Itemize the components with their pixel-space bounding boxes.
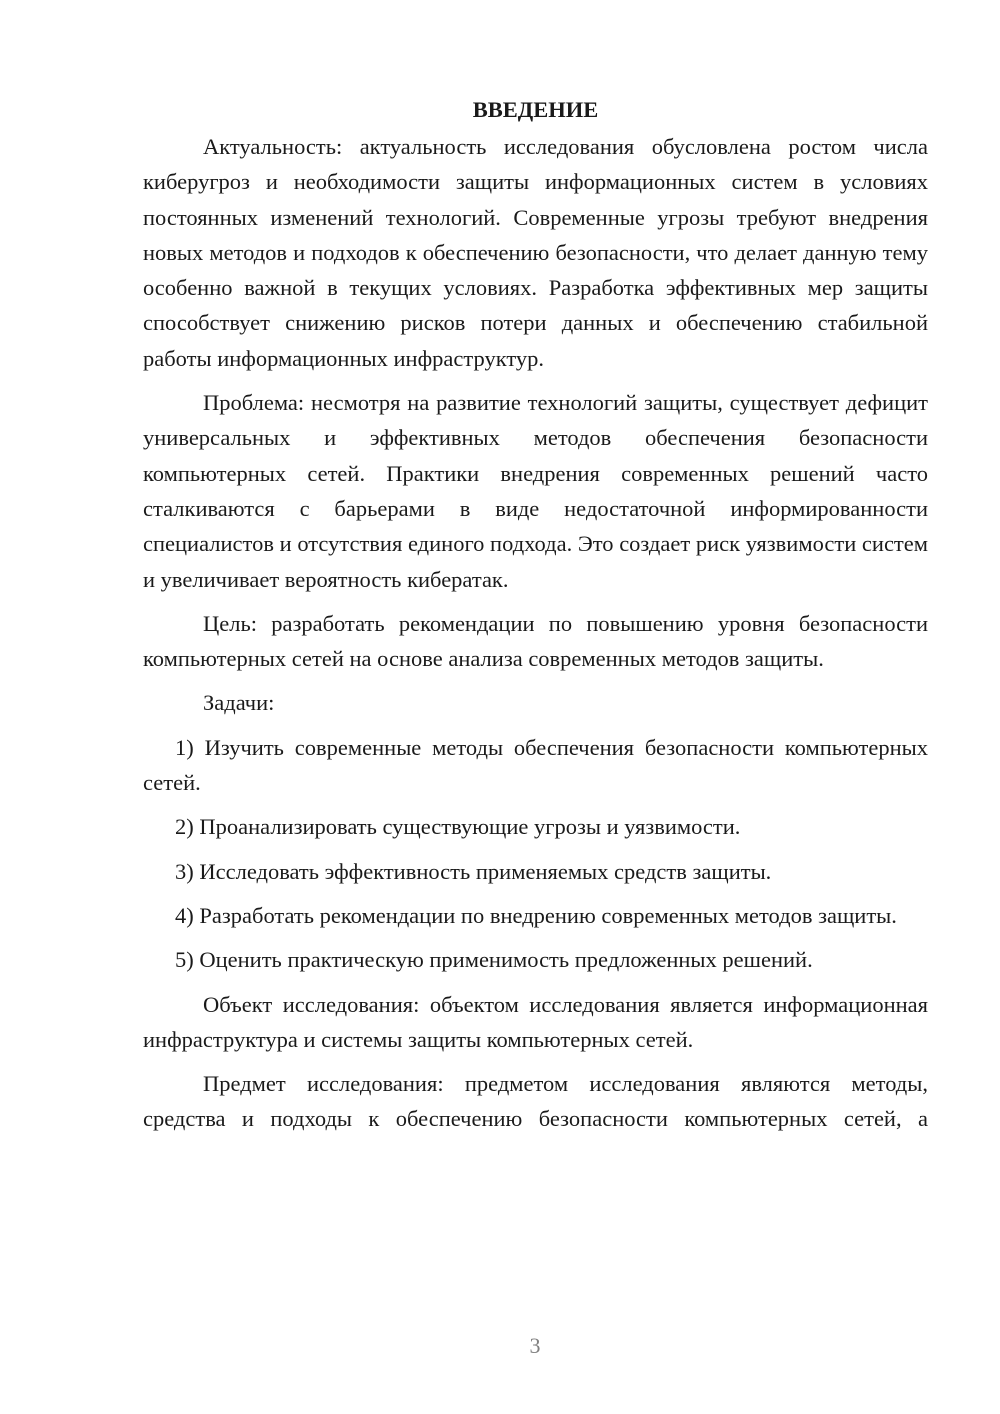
goal-paragraph: Цель: разработать рекомендации по повышению уровня безопасности компьютерных сетей на основе анализа современных методов защиты. — [143, 610, 928, 672]
tasks-label: Задачи: — [203, 690, 275, 716]
problem-paragraph: Проблема: несмотря на развитие технологий защиты, существует дефицит универсальных и эффективных методов обеспечения безопасности компьютерных сетей. Практики внедрения современных решений часто сталкиваются с барьерами в виде недостаточной информированности специалистов и отсутствия единого подхода. Это создает риск уязвимости систем и увеличивает вероятность кибератак. — [143, 390, 928, 592]
subject-paragraph: Предмет исследования: предметом исследования являются методы, средства и подходы к обеспечению безопасности компьютерных сетей, а — [143, 1071, 928, 1132]
task-item-3: 3) Исследовать эффективность применяемых средств защиты. — [175, 858, 772, 884]
task-item-4: 4) Разработать рекомендации по внедрению современных методов защиты. — [175, 902, 897, 928]
task-item-2: 2) Проанализировать существующие угрозы и уязвимости. — [175, 814, 741, 840]
page-number: 3 — [529, 1333, 541, 1358]
task-item-5: 5) Оценить практическую применимость предложенных решений. — [175, 947, 813, 973]
document-page — [143, 92, 928, 1146]
object-paragraph: Объект исследования: объектом исследования является информационная инфраструктура и системы защиты компьютерных сетей. — [143, 991, 928, 1052]
task-item-1: 1) Изучить современные методы обеспечения безопасности компьютерных сетей. — [143, 734, 928, 796]
section-heading: ВВЕДЕНИЕ — [472, 97, 599, 122]
relevance-paragraph: Актуальность: актуальность исследования обусловлена ростом числа киберугроз и необходимости защиты информационных систем в условиях постоянных изменений технологий. Современные угрозы требуют внедрения новых методов и подходов к обеспечению безопасности, что делает данную тему особенно важной в текущих условиях. Разработка эффективных мер защиты способствует снижению рисков потери данных и обеспечению стабильной работы информационных инфраструктур. — [143, 134, 928, 371]
